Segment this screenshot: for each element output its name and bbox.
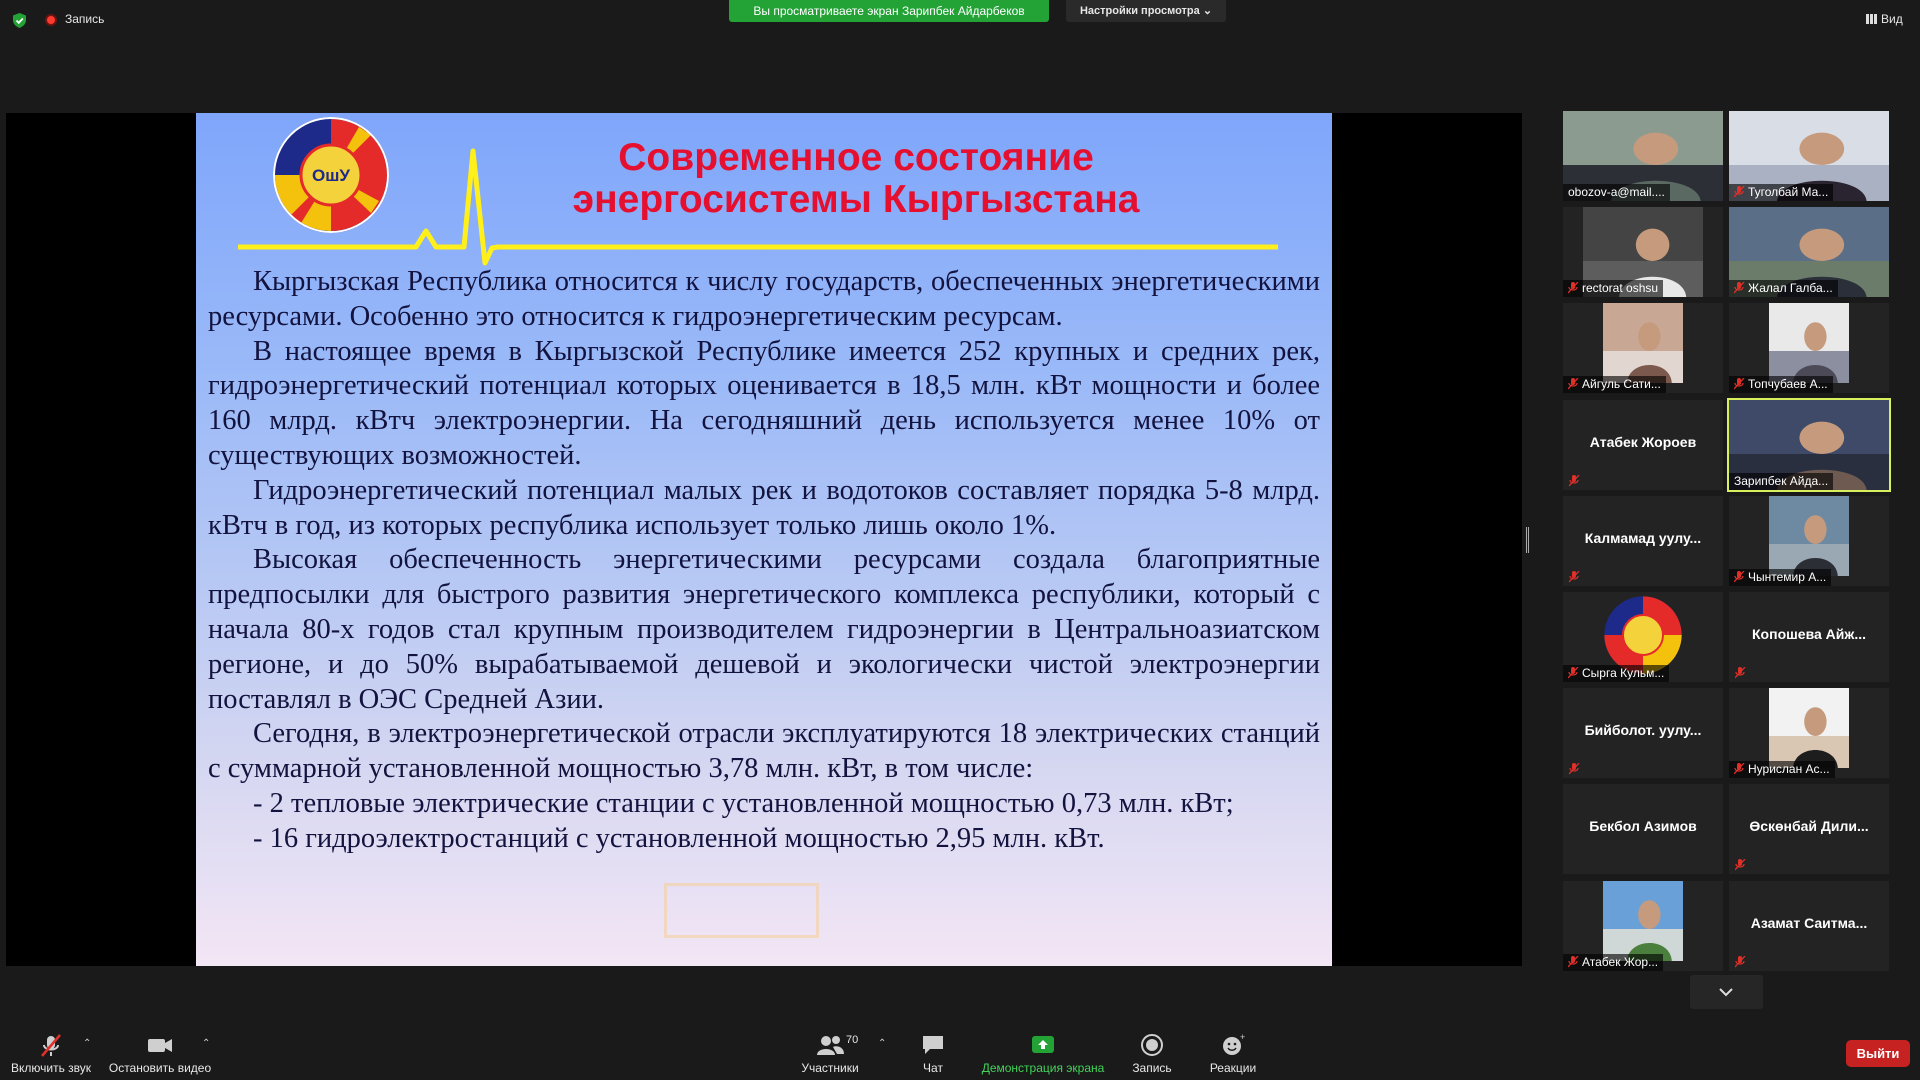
participants-button[interactable] [790, 1024, 870, 1080]
muted-microphone-icon [1735, 858, 1746, 870]
participant-name: Чынтемир А... [1748, 570, 1827, 584]
participant-name: Нурислан Ас... [1748, 762, 1830, 776]
participant-name-label [1563, 665, 1669, 682]
chat-button[interactable] [905, 1024, 961, 1080]
share-screen-label: Демонстрация экрана [981, 1061, 1105, 1075]
muted-microphone-icon [1568, 667, 1579, 679]
participant-video [1769, 688, 1849, 768]
participant-video [1769, 496, 1849, 576]
participant-tile[interactable] [1729, 688, 1889, 778]
muted-microphone-icon [1734, 571, 1745, 583]
slide-body-text [208, 265, 1320, 857]
muted-microphone-icon [1734, 282, 1745, 294]
participant-name: Туголбай Ма... [1748, 185, 1829, 199]
slide-title-line1: Современное состояние [618, 136, 1094, 179]
participant-name-label [1729, 376, 1833, 393]
muted-microphone-icon [38, 1033, 64, 1059]
participant-name: Атабек Жор... [1582, 955, 1659, 969]
participant-tile[interactable] [1563, 592, 1723, 682]
muted-microphone-icon [1735, 666, 1746, 678]
participant-name-label [1729, 184, 1833, 201]
slide-paragraph: - 16 гидроэлектростанций с установленной мощностью 2,95 млн. кВт. [253, 822, 1105, 854]
view-label: Вид [1881, 12, 1903, 26]
muted-microphone-icon [1734, 378, 1745, 390]
muted-microphone-icon [1568, 282, 1579, 294]
slide-paragraph: Высокая обеспеченность энергетическими ресурсами создала благоприятные предпосылки для быстрого развития энергетического комплекса республики, который с начала 80-х годов стал крупным производителем гидроэнергии в Центральноазиатском регионе, и до 50% вырабатываемой дешевой и экологически чистой электроэнергии поставлял в ОЭС Средней Азии. [208, 544, 1320, 715]
slide-title-line2: энергосистемы Кыргызстана [572, 178, 1140, 221]
participant-tile[interactable] [1563, 881, 1723, 971]
chevron-down-icon [1690, 975, 1763, 1009]
recording-label[interactable]: Запись [65, 12, 105, 26]
panel-resize-handle[interactable] [1526, 527, 1529, 553]
record-label: Запись [1132, 1061, 1172, 1075]
participant-tile[interactable] [1729, 496, 1889, 586]
record-button[interactable] [1122, 1024, 1182, 1080]
chat-icon [920, 1033, 946, 1057]
muted-microphone-icon [1734, 763, 1745, 775]
unmute-label: Включить звук [10, 1061, 92, 1075]
reactions-label: Реакции [1209, 1061, 1257, 1075]
participant-name-label [1729, 761, 1835, 778]
muted-microphone-icon [1734, 186, 1745, 198]
participants-options-caret[interactable]: ⌃ [878, 1038, 887, 1049]
logo-text: ОшУ [312, 166, 350, 185]
participant-tile[interactable] [1563, 688, 1723, 778]
participant-name-label [1729, 473, 1833, 490]
leave-meeting-button[interactable]: Выйти [1846, 1040, 1910, 1067]
participant-name: Копошева Айж... [1752, 626, 1866, 642]
participant-name: Өскөнбай Дили... [1749, 818, 1869, 834]
slide-paragraph: Гидроэнергетический потенциал малых рек и водотоков составляет порядка 5-8 млрд. кВтч в год, из которых республика использует только лишь около 1%. [208, 474, 1320, 541]
participant-tile[interactable] [1729, 207, 1889, 297]
chat-label: Чат [923, 1061, 943, 1075]
participant-tile[interactable] [1563, 303, 1723, 393]
participant-tile[interactable] [1729, 784, 1889, 874]
participant-tile[interactable] [1563, 400, 1723, 490]
muted-microphone-icon [1568, 956, 1579, 968]
participant-name-label [1563, 280, 1663, 297]
grid-icon [1866, 14, 1877, 24]
gallery-scroll-down-button[interactable] [1690, 975, 1763, 1009]
participant-name: Сырга Кульм... [1582, 666, 1665, 680]
chevron-down-icon: ⌄ [1202, 5, 1213, 17]
stop-video-button[interactable] [105, 1024, 215, 1080]
view-button[interactable] [1866, 12, 1903, 26]
participant-name-label [1729, 280, 1838, 297]
view-settings-dropdown[interactable] [1066, 0, 1226, 22]
participant-tile[interactable] [1563, 496, 1723, 586]
participant-name: Атабек Жороев [1589, 434, 1697, 450]
participant-name-label [1563, 954, 1663, 971]
shield-icon[interactable] [12, 13, 27, 28]
screen-share-banner: Вы просматриваете экран Зарипбек Айдарбеков [729, 0, 1049, 22]
muted-microphone-icon [1568, 378, 1579, 390]
participant-name: Топчубаев А... [1748, 377, 1828, 391]
participant-video [1603, 303, 1683, 383]
participant-name: Калмамад уулу... [1584, 530, 1702, 546]
top-bar [0, 0, 1920, 40]
muted-microphone-icon [1569, 762, 1580, 774]
slide-paragraph: Сегодня, в электроэнергетической отрасли эксплуатируются 18 электрических станций с суммарной установленной мощностью 3,78 млн. кВт, в том числе: [208, 718, 1320, 785]
participant-video [1603, 881, 1683, 961]
participant-name: Жалал Галба... [1748, 281, 1833, 295]
slide-title [526, 137, 1186, 221]
presentation-slide [196, 113, 1332, 966]
muted-microphone-icon [1569, 474, 1580, 486]
unmute-button[interactable] [6, 1024, 96, 1080]
participant-tile[interactable] [1729, 303, 1889, 393]
participant-tile[interactable] [1563, 111, 1723, 201]
audio-options-caret[interactable]: ⌃ [83, 1038, 92, 1049]
participant-name: rectorat oshsu [1582, 281, 1659, 295]
reactions-button[interactable] [1198, 1024, 1268, 1080]
share-screen-icon [1030, 1033, 1056, 1057]
participants-icon [815, 1033, 845, 1057]
participant-name-label [1729, 569, 1831, 586]
svg-text:+: + [1240, 1033, 1246, 1042]
slide-paragraph: В настоящее время в Кыргызской Республике имеется 252 крупных и средних рек, гидроэнергетический потенциал которых оценивается в 18,5 млн. кВт мощности и более 160 млрд. кВтч электроэнергии. На сегодняшний день используется менее 10% от существующих возможностей. [208, 335, 1320, 471]
participant-tile[interactable] [1563, 207, 1723, 297]
recording-icon [45, 14, 57, 26]
reactions-icon [1220, 1033, 1246, 1057]
participant-avatar [1603, 595, 1683, 675]
record-icon [1140, 1033, 1164, 1057]
university-logo [271, 115, 391, 235]
participant-tile[interactable] [1729, 111, 1889, 201]
participant-name: Зарипбек Айда... [1734, 474, 1829, 488]
view-settings-label: Настройки просмотра [1079, 5, 1200, 17]
participant-name: Бийболот. уулу... [1584, 722, 1702, 738]
participant-name: Айгуль Сати... [1582, 377, 1661, 391]
participants-count: 70 [846, 1034, 859, 1046]
participant-tile[interactable] [1563, 784, 1723, 874]
muted-microphone-icon [1569, 570, 1580, 582]
video-options-caret[interactable]: ⌃ [202, 1038, 211, 1049]
video-camera-icon [146, 1033, 174, 1057]
highlight-box [664, 883, 819, 938]
participant-name-label [1563, 184, 1670, 201]
slide-paragraph: - 2 тепловые электрические станции с установленной мощностью 0,73 млн. кВт; [253, 787, 1234, 819]
participants-label: Участники [801, 1061, 859, 1075]
participant-video [1769, 303, 1849, 383]
muted-microphone-icon [1735, 955, 1746, 967]
participant-name-label [1563, 376, 1666, 393]
participant-tile[interactable] [1729, 400, 1889, 490]
participant-tile[interactable] [1729, 881, 1889, 971]
participant-name: obozov-a@mail.... [1568, 185, 1665, 199]
slide-paragraph: Кыргызская Республика относится к числу государств, обеспеченных энергетическими ресурсами. Особенно это относится к гидроэнергетическим ресурсам. [208, 266, 1320, 332]
participant-name: Азамат Саитма... [1750, 915, 1868, 931]
share-screen-button[interactable] [975, 1024, 1111, 1080]
participant-tile[interactable] [1729, 592, 1889, 682]
participant-name: Бекбол Азимов [1589, 818, 1697, 834]
stop-video-label: Остановить видео [108, 1061, 212, 1075]
meeting-toolbar [0, 1024, 1920, 1080]
